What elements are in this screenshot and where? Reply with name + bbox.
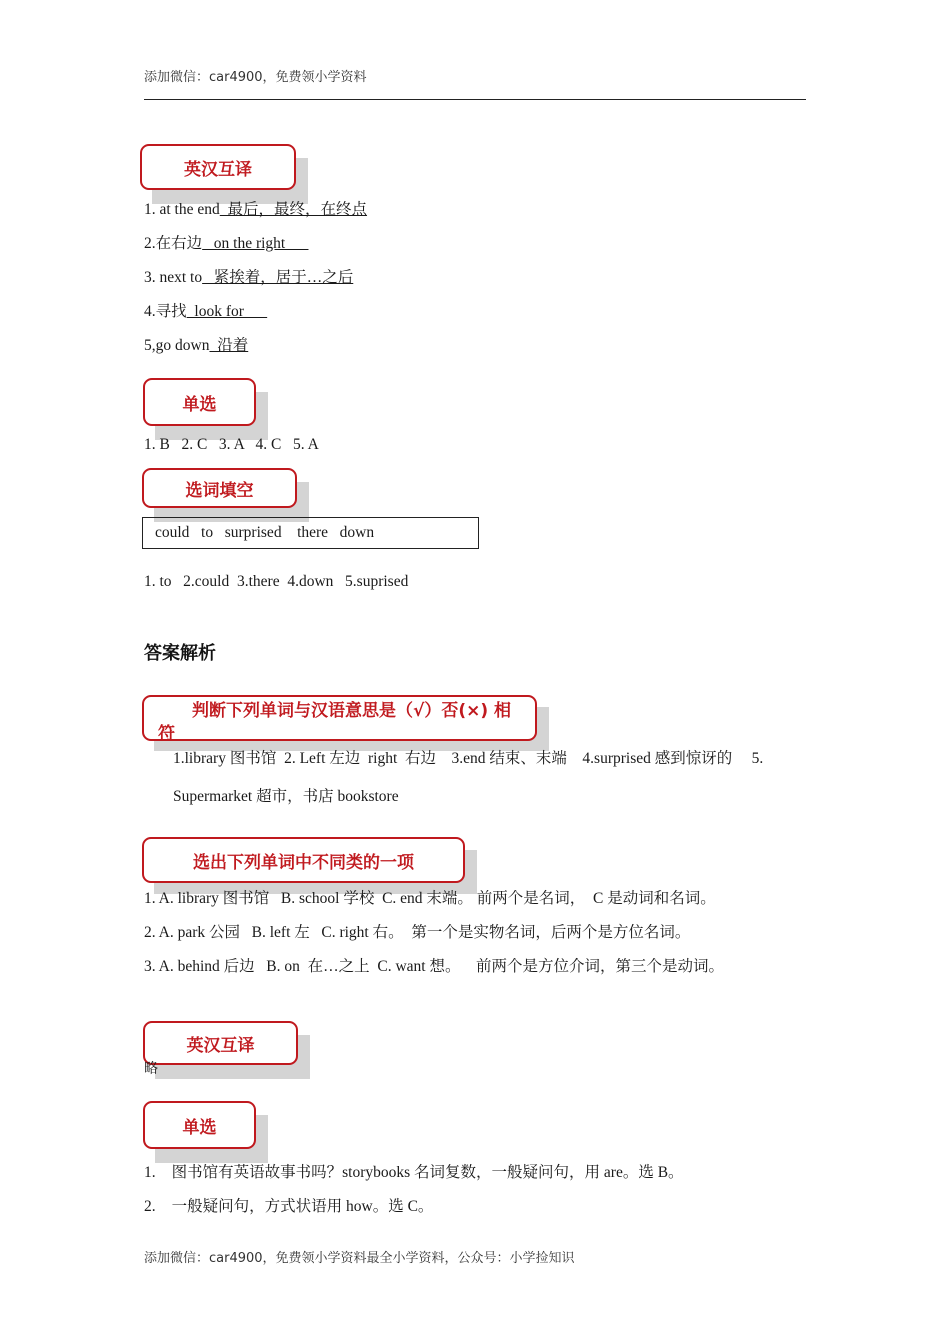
true-false-line-2: Supermarket 超市，书店 bookstore xyxy=(173,788,399,805)
analysis-heading: 答案解析 xyxy=(144,643,216,664)
section-title: 单选 xyxy=(143,378,256,426)
odd-one-out-item-1: 1. A. library 图书馆 B. school 学校 C. end 末端。 前两个是名词， C 是动词和名词。 xyxy=(144,890,716,907)
choice-answers: 1. B 2. C 3. A 4. C 5. A xyxy=(144,436,319,453)
translation-note: 略 xyxy=(144,1062,158,1077)
header-divider xyxy=(144,99,806,100)
translation-item-2: 2.在右边 on the right xyxy=(144,235,309,252)
fill-blank-answers: 1. to 2.could 3.there 4.down 5.suprised xyxy=(144,573,409,590)
section-title: 选词填空 xyxy=(142,468,297,508)
odd-one-out-item-2: 2. A. park 公园 B. left 左 C. right 右。 第一个是实物名词，后两个是方位名词。 xyxy=(144,924,691,941)
answer-underline: look for xyxy=(186,303,268,320)
word-bank: could to surprised there down xyxy=(142,517,479,549)
translation-item-4: 4.寻找 look for xyxy=(144,303,268,320)
section-title: 英汉互译 xyxy=(143,1021,298,1065)
odd-one-out-item-3: 3. A. behind 后边 B. on 在…之上 C. want 想。 前两个是方位介词，第三个是动词。 xyxy=(144,958,724,975)
section-title: 判断下列单词与汉语意思是（√）否(×) 相符 xyxy=(142,695,537,741)
choice-explanation-1: 1. 图书馆有英语故事书吗？storybooks 名词复数，一般疑问句，用 are。选 B。 xyxy=(144,1164,684,1181)
translation-item-1: 1. at the end 最后，最终，在终点 xyxy=(144,201,368,218)
section-title: 英汉互译 xyxy=(140,144,296,190)
answer-underline: 沿着 xyxy=(209,337,249,354)
choice-explanation-2: 2. 一般疑问句，方式状语用 how。选 C。 xyxy=(144,1198,434,1215)
page-footer: 添加微信：car4900，免费领小学资料最全小学资料，公众号：小学捡知识 xyxy=(144,1251,575,1266)
answer-underline: 最后，最终，在终点 xyxy=(219,201,368,218)
answer-underline: 紧挨着，居于…之后 xyxy=(202,269,354,286)
answer-underline: on the right xyxy=(202,235,309,252)
translation-item-5: 5,go down 沿着 xyxy=(144,337,249,354)
true-false-line-1: 1.library 图书馆 2. Left 左边 right 右边 3.end 结束、末端 4.surprised 感到惊讶的 5. xyxy=(173,750,764,767)
translation-item-3: 3. next to 紧挨着，居于…之后 xyxy=(144,269,354,286)
section-title: 单选 xyxy=(143,1101,256,1149)
page-header: 添加微信：car4900，免费领小学资料 xyxy=(144,70,367,85)
section-title: 选出下列单词中不同类的一项 xyxy=(142,837,465,883)
